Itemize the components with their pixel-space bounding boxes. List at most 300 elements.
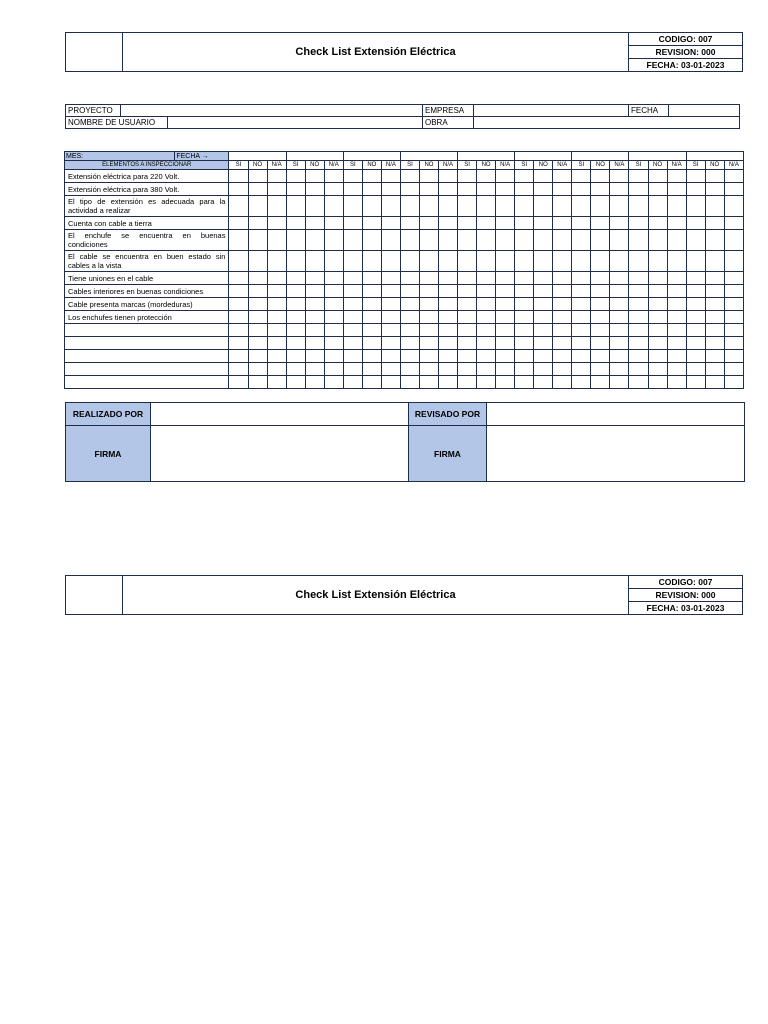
check-cell[interactable]: [267, 170, 286, 183]
check-cell[interactable]: [496, 217, 515, 230]
check-cell[interactable]: [686, 217, 705, 230]
check-cell[interactable]: [343, 230, 362, 251]
check-cell[interactable]: [286, 230, 305, 251]
check-cell[interactable]: [667, 251, 686, 272]
check-cell[interactable]: [610, 363, 629, 376]
check-cell[interactable]: [362, 251, 381, 272]
check-cell[interactable]: [591, 298, 610, 311]
check-cell[interactable]: [629, 196, 648, 217]
check-cell[interactable]: [248, 376, 267, 389]
check-cell[interactable]: [381, 298, 400, 311]
check-cell[interactable]: [248, 337, 267, 350]
check-cell[interactable]: [419, 337, 438, 350]
check-cell[interactable]: [496, 298, 515, 311]
check-cell[interactable]: [667, 298, 686, 311]
check-cell[interactable]: [572, 337, 591, 350]
check-cell[interactable]: [229, 230, 248, 251]
check-cell[interactable]: [267, 298, 286, 311]
check-cell[interactable]: [419, 324, 438, 337]
check-cell[interactable]: [438, 196, 457, 217]
check-cell[interactable]: [496, 285, 515, 298]
check-cell[interactable]: [477, 170, 496, 183]
check-cell[interactable]: [286, 376, 305, 389]
check-cell[interactable]: [438, 183, 457, 196]
check-cell[interactable]: [438, 170, 457, 183]
check-cell[interactable]: [248, 311, 267, 324]
check-cell[interactable]: [686, 196, 705, 217]
check-cell[interactable]: [229, 363, 248, 376]
check-cell[interactable]: [343, 183, 362, 196]
check-cell[interactable]: [286, 196, 305, 217]
fecha-column-7[interactable]: [572, 152, 629, 161]
check-cell[interactable]: [496, 272, 515, 285]
check-cell[interactable]: [629, 324, 648, 337]
check-cell[interactable]: [515, 376, 534, 389]
check-cell[interactable]: [629, 251, 648, 272]
check-cell[interactable]: [305, 183, 324, 196]
check-cell[interactable]: [381, 170, 400, 183]
check-cell[interactable]: [534, 183, 553, 196]
check-cell[interactable]: [248, 170, 267, 183]
check-cell[interactable]: [458, 298, 477, 311]
check-cell[interactable]: [305, 350, 324, 363]
check-cell[interactable]: [381, 285, 400, 298]
check-cell[interactable]: [400, 337, 419, 350]
check-cell[interactable]: [686, 230, 705, 251]
fecha-column-1[interactable]: [229, 152, 286, 161]
check-cell[interactable]: [343, 298, 362, 311]
check-cell[interactable]: [343, 376, 362, 389]
check-cell[interactable]: [381, 350, 400, 363]
check-cell[interactable]: [591, 324, 610, 337]
check-cell[interactable]: [438, 298, 457, 311]
fecha-column-2[interactable]: [286, 152, 343, 161]
check-cell[interactable]: [362, 311, 381, 324]
check-cell[interactable]: [324, 350, 343, 363]
check-cell[interactable]: [305, 170, 324, 183]
check-cell[interactable]: [724, 311, 743, 324]
check-cell[interactable]: [553, 251, 572, 272]
check-cell[interactable]: [572, 272, 591, 285]
check-cell[interactable]: [534, 251, 553, 272]
check-cell[interactable]: [229, 272, 248, 285]
check-cell[interactable]: [229, 183, 248, 196]
check-cell[interactable]: [477, 298, 496, 311]
check-cell[interactable]: [667, 350, 686, 363]
check-cell[interactable]: [610, 324, 629, 337]
check-cell[interactable]: [515, 285, 534, 298]
check-cell[interactable]: [477, 183, 496, 196]
check-cell[interactable]: [591, 285, 610, 298]
check-cell[interactable]: [362, 217, 381, 230]
check-cell[interactable]: [324, 230, 343, 251]
check-cell[interactable]: [534, 350, 553, 363]
check-cell[interactable]: [229, 285, 248, 298]
check-cell[interactable]: [477, 350, 496, 363]
check-cell[interactable]: [686, 311, 705, 324]
check-cell[interactable]: [267, 324, 286, 337]
check-cell[interactable]: [286, 217, 305, 230]
check-cell[interactable]: [648, 196, 667, 217]
check-cell[interactable]: [477, 217, 496, 230]
check-cell[interactable]: [724, 376, 743, 389]
fecha-column-3[interactable]: [343, 152, 400, 161]
check-cell[interactable]: [705, 217, 724, 230]
check-cell[interactable]: [400, 251, 419, 272]
check-cell[interactable]: [610, 230, 629, 251]
check-cell[interactable]: [515, 298, 534, 311]
check-cell[interactable]: [610, 170, 629, 183]
usuario-field[interactable]: [168, 117, 423, 129]
check-cell[interactable]: [534, 285, 553, 298]
check-cell[interactable]: [705, 324, 724, 337]
check-cell[interactable]: [305, 196, 324, 217]
check-cell[interactable]: [553, 350, 572, 363]
check-cell[interactable]: [724, 251, 743, 272]
check-cell[interactable]: [515, 337, 534, 350]
check-cell[interactable]: [229, 337, 248, 350]
check-cell[interactable]: [267, 376, 286, 389]
check-cell[interactable]: [686, 376, 705, 389]
check-cell[interactable]: [686, 298, 705, 311]
check-cell[interactable]: [267, 251, 286, 272]
check-cell[interactable]: [534, 230, 553, 251]
check-cell[interactable]: [629, 311, 648, 324]
check-cell[interactable]: [229, 217, 248, 230]
check-cell[interactable]: [534, 363, 553, 376]
check-cell[interactable]: [610, 350, 629, 363]
check-cell[interactable]: [686, 272, 705, 285]
check-cell[interactable]: [458, 230, 477, 251]
check-cell[interactable]: [591, 230, 610, 251]
check-cell[interactable]: [343, 272, 362, 285]
check-cell[interactable]: [381, 196, 400, 217]
check-cell[interactable]: [629, 183, 648, 196]
check-cell[interactable]: [362, 272, 381, 285]
check-cell[interactable]: [724, 337, 743, 350]
check-cell[interactable]: [400, 298, 419, 311]
check-cell[interactable]: [267, 196, 286, 217]
check-cell[interactable]: [458, 170, 477, 183]
check-cell[interactable]: [400, 363, 419, 376]
check-cell[interactable]: [229, 324, 248, 337]
check-cell[interactable]: [343, 311, 362, 324]
check-cell[interactable]: [400, 285, 419, 298]
check-cell[interactable]: [438, 230, 457, 251]
check-cell[interactable]: [419, 170, 438, 183]
check-cell[interactable]: [515, 170, 534, 183]
check-cell[interactable]: [705, 350, 724, 363]
check-cell[interactable]: [667, 183, 686, 196]
check-cell[interactable]: [324, 272, 343, 285]
check-cell[interactable]: [667, 196, 686, 217]
check-cell[interactable]: [438, 251, 457, 272]
check-cell[interactable]: [362, 324, 381, 337]
check-cell[interactable]: [610, 217, 629, 230]
check-cell[interactable]: [419, 376, 438, 389]
check-cell[interactable]: [667, 311, 686, 324]
check-cell[interactable]: [248, 272, 267, 285]
check-cell[interactable]: [534, 217, 553, 230]
check-cell[interactable]: [362, 196, 381, 217]
check-cell[interactable]: [534, 196, 553, 217]
check-cell[interactable]: [553, 376, 572, 389]
check-cell[interactable]: [515, 363, 534, 376]
check-cell[interactable]: [496, 183, 515, 196]
check-cell[interactable]: [553, 311, 572, 324]
check-cell[interactable]: [229, 251, 248, 272]
check-cell[interactable]: [419, 311, 438, 324]
check-cell[interactable]: [458, 272, 477, 285]
check-cell[interactable]: [343, 337, 362, 350]
check-cell[interactable]: [629, 363, 648, 376]
check-cell[interactable]: [343, 324, 362, 337]
check-cell[interactable]: [667, 230, 686, 251]
check-cell[interactable]: [381, 183, 400, 196]
obra-field[interactable]: [474, 117, 740, 129]
check-cell[interactable]: [610, 337, 629, 350]
check-cell[interactable]: [724, 230, 743, 251]
check-cell[interactable]: [419, 363, 438, 376]
check-cell[interactable]: [534, 376, 553, 389]
check-cell[interactable]: [610, 285, 629, 298]
check-cell[interactable]: [305, 324, 324, 337]
check-cell[interactable]: [724, 285, 743, 298]
check-cell[interactable]: [458, 217, 477, 230]
check-cell[interactable]: [381, 217, 400, 230]
check-cell[interactable]: [324, 324, 343, 337]
check-cell[interactable]: [400, 272, 419, 285]
check-cell[interactable]: [248, 251, 267, 272]
check-cell[interactable]: [724, 298, 743, 311]
check-cell[interactable]: [400, 350, 419, 363]
realizado-field[interactable]: [151, 403, 409, 426]
check-cell[interactable]: [286, 285, 305, 298]
check-cell[interactable]: [572, 324, 591, 337]
check-cell[interactable]: [496, 376, 515, 389]
check-cell[interactable]: [648, 285, 667, 298]
check-cell[interactable]: [419, 217, 438, 230]
check-cell[interactable]: [400, 217, 419, 230]
check-cell[interactable]: [286, 324, 305, 337]
check-cell[interactable]: [629, 298, 648, 311]
check-cell[interactable]: [648, 311, 667, 324]
check-cell[interactable]: [343, 170, 362, 183]
check-cell[interactable]: [381, 376, 400, 389]
check-cell[interactable]: [400, 196, 419, 217]
fecha-column-5[interactable]: [458, 152, 515, 161]
check-cell[interactable]: [496, 251, 515, 272]
check-cell[interactable]: [419, 350, 438, 363]
check-cell[interactable]: [515, 230, 534, 251]
check-cell[interactable]: [477, 196, 496, 217]
check-cell[interactable]: [343, 350, 362, 363]
check-cell[interactable]: [572, 183, 591, 196]
check-cell[interactable]: [591, 251, 610, 272]
check-cell[interactable]: [286, 363, 305, 376]
check-cell[interactable]: [362, 230, 381, 251]
check-cell[interactable]: [705, 230, 724, 251]
check-cell[interactable]: [305, 376, 324, 389]
check-cell[interactable]: [686, 170, 705, 183]
check-cell[interactable]: [629, 217, 648, 230]
firma-field-2[interactable]: [487, 426, 745, 482]
check-cell[interactable]: [553, 272, 572, 285]
check-cell[interactable]: [686, 363, 705, 376]
check-cell[interactable]: [496, 311, 515, 324]
check-cell[interactable]: [553, 285, 572, 298]
check-cell[interactable]: [724, 183, 743, 196]
check-cell[interactable]: [534, 170, 553, 183]
check-cell[interactable]: [419, 251, 438, 272]
check-cell[interactable]: [419, 183, 438, 196]
check-cell[interactable]: [305, 337, 324, 350]
check-cell[interactable]: [667, 272, 686, 285]
check-cell[interactable]: [724, 363, 743, 376]
fecha-field[interactable]: [669, 105, 740, 117]
check-cell[interactable]: [286, 350, 305, 363]
check-cell[interactable]: [515, 217, 534, 230]
check-cell[interactable]: [705, 285, 724, 298]
check-cell[interactable]: [724, 217, 743, 230]
check-cell[interactable]: [648, 298, 667, 311]
check-cell[interactable]: [686, 324, 705, 337]
check-cell[interactable]: [267, 272, 286, 285]
check-cell[interactable]: [724, 272, 743, 285]
check-cell[interactable]: [629, 376, 648, 389]
check-cell[interactable]: [591, 350, 610, 363]
check-cell[interactable]: [381, 337, 400, 350]
check-cell[interactable]: [534, 324, 553, 337]
check-cell[interactable]: [362, 363, 381, 376]
check-cell[interactable]: [553, 230, 572, 251]
check-cell[interactable]: [496, 350, 515, 363]
check-cell[interactable]: [648, 363, 667, 376]
check-cell[interactable]: [572, 376, 591, 389]
check-cell[interactable]: [648, 251, 667, 272]
check-cell[interactable]: [343, 196, 362, 217]
check-cell[interactable]: [534, 337, 553, 350]
check-cell[interactable]: [286, 337, 305, 350]
check-cell[interactable]: [438, 272, 457, 285]
check-cell[interactable]: [591, 183, 610, 196]
check-cell[interactable]: [400, 183, 419, 196]
check-cell[interactable]: [648, 350, 667, 363]
check-cell[interactable]: [667, 170, 686, 183]
check-cell[interactable]: [362, 170, 381, 183]
check-cell[interactable]: [324, 196, 343, 217]
check-cell[interactable]: [229, 311, 248, 324]
check-cell[interactable]: [229, 170, 248, 183]
check-cell[interactable]: [305, 217, 324, 230]
check-cell[interactable]: [305, 298, 324, 311]
check-cell[interactable]: [324, 285, 343, 298]
check-cell[interactable]: [629, 230, 648, 251]
check-cell[interactable]: [362, 350, 381, 363]
check-cell[interactable]: [515, 324, 534, 337]
check-cell[interactable]: [286, 272, 305, 285]
check-cell[interactable]: [343, 285, 362, 298]
check-cell[interactable]: [324, 298, 343, 311]
check-cell[interactable]: [477, 363, 496, 376]
check-cell[interactable]: [477, 272, 496, 285]
check-cell[interactable]: [286, 170, 305, 183]
check-cell[interactable]: [343, 251, 362, 272]
check-cell[interactable]: [629, 350, 648, 363]
check-cell[interactable]: [553, 217, 572, 230]
check-cell[interactable]: [324, 376, 343, 389]
check-cell[interactable]: [534, 298, 553, 311]
check-cell[interactable]: [248, 350, 267, 363]
check-cell[interactable]: [591, 217, 610, 230]
check-cell[interactable]: [610, 183, 629, 196]
check-cell[interactable]: [324, 337, 343, 350]
check-cell[interactable]: [591, 376, 610, 389]
check-cell[interactable]: [515, 272, 534, 285]
check-cell[interactable]: [458, 183, 477, 196]
check-cell[interactable]: [438, 217, 457, 230]
check-cell[interactable]: [477, 324, 496, 337]
check-cell[interactable]: [496, 337, 515, 350]
check-cell[interactable]: [267, 350, 286, 363]
check-cell[interactable]: [419, 298, 438, 311]
check-cell[interactable]: [610, 298, 629, 311]
check-cell[interactable]: [705, 376, 724, 389]
check-cell[interactable]: [553, 183, 572, 196]
check-cell[interactable]: [381, 272, 400, 285]
check-cell[interactable]: [305, 230, 324, 251]
check-cell[interactable]: [648, 170, 667, 183]
check-cell[interactable]: [705, 196, 724, 217]
check-cell[interactable]: [477, 285, 496, 298]
check-cell[interactable]: [572, 285, 591, 298]
check-cell[interactable]: [515, 251, 534, 272]
check-cell[interactable]: [705, 251, 724, 272]
check-cell[interactable]: [362, 183, 381, 196]
check-cell[interactable]: [419, 196, 438, 217]
check-cell[interactable]: [572, 170, 591, 183]
check-cell[interactable]: [324, 170, 343, 183]
check-cell[interactable]: [248, 285, 267, 298]
check-cell[interactable]: [458, 285, 477, 298]
check-cell[interactable]: [419, 272, 438, 285]
check-cell[interactable]: [343, 363, 362, 376]
firma-field[interactable]: [151, 426, 409, 482]
check-cell[interactable]: [515, 183, 534, 196]
check-cell[interactable]: [648, 230, 667, 251]
check-cell[interactable]: [591, 272, 610, 285]
check-cell[interactable]: [267, 230, 286, 251]
check-cell[interactable]: [267, 311, 286, 324]
check-cell[interactable]: [477, 311, 496, 324]
check-cell[interactable]: [438, 285, 457, 298]
check-cell[interactable]: [438, 376, 457, 389]
check-cell[interactable]: [458, 363, 477, 376]
check-cell[interactable]: [458, 311, 477, 324]
check-cell[interactable]: [248, 183, 267, 196]
check-cell[interactable]: [324, 183, 343, 196]
check-cell[interactable]: [496, 324, 515, 337]
check-cell[interactable]: [381, 230, 400, 251]
check-cell[interactable]: [610, 311, 629, 324]
check-cell[interactable]: [610, 272, 629, 285]
check-cell[interactable]: [591, 196, 610, 217]
check-cell[interactable]: [705, 363, 724, 376]
check-cell[interactable]: [667, 217, 686, 230]
check-cell[interactable]: [629, 272, 648, 285]
check-cell[interactable]: [629, 337, 648, 350]
check-cell[interactable]: [267, 337, 286, 350]
